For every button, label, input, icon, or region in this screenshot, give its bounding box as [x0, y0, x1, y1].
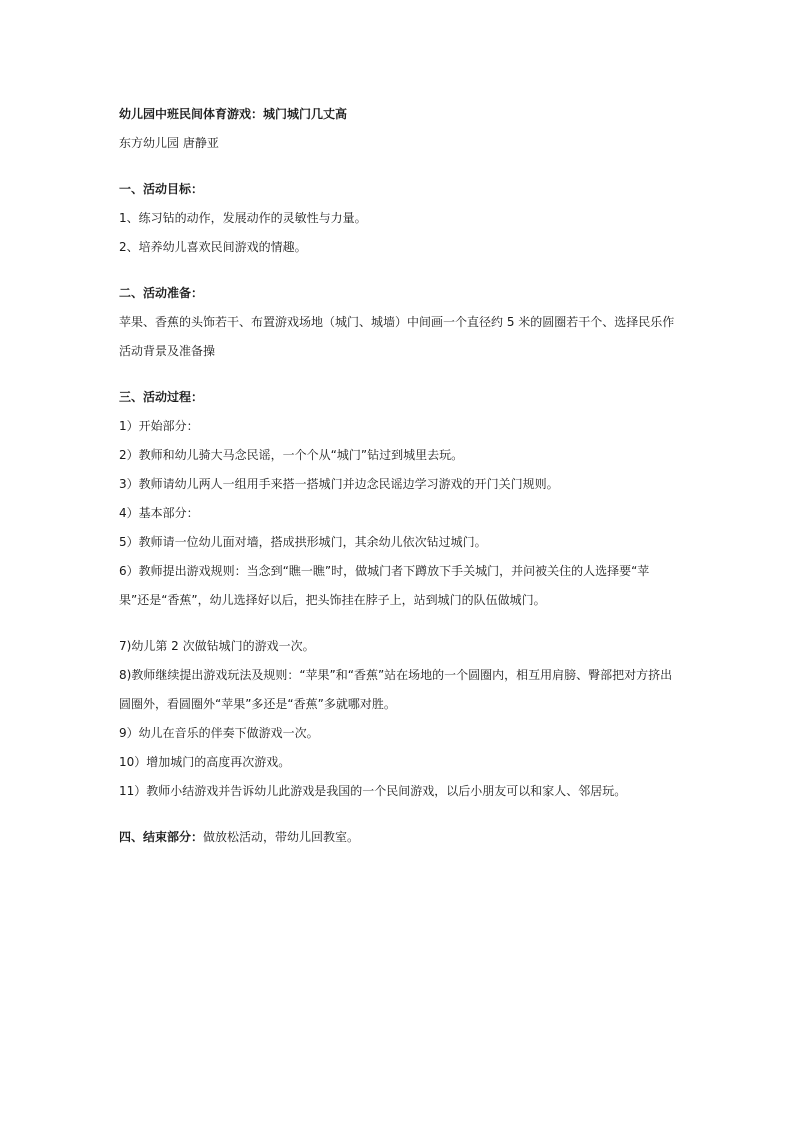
process-item-3: 3）教师请幼儿两人一组用手来搭一搭城门并边念民谣边学习游戏的开门关门规则。: [119, 477, 559, 491]
section-preparation-heading: 二、活动准备：: [119, 286, 204, 300]
section-ending-text: 做放松活动，带幼儿回教室。: [203, 830, 360, 844]
document-title: 幼儿园中班民间体育游戏：城门城门几丈高: [119, 107, 348, 121]
process-item-9: 9）幼儿在音乐的伴奏下做游戏一次。: [119, 726, 319, 740]
process-item-7: 7)幼儿第 2 次做钻城门的游戏一次。: [119, 639, 315, 653]
process-item-6: 6）教师提出游戏规则：当念到“瞧一瞧”时，做城门者下蹲放下手关城门，并问被关住的人选择要“苹果”还是“香蕉”，幼儿选择好以后，把头饰挂在脖子上，站到城门的队伍做城门。: [119, 564, 650, 607]
section-ending: [119, 823, 679, 852]
process-item-11: 11）教师小结游戏并告诉幼儿此游戏是我国的一个民间游戏，以后小朋友可以和家人、邻居玩。: [119, 784, 627, 798]
process-item-10: 10）增加城门的高度再次游戏。: [119, 755, 291, 769]
section-ending-heading: 四、结束部分：: [119, 830, 204, 844]
process-item-5: 5）教师请一位幼儿面对墙，搭成拱形城门，其余幼儿依次钻过城门。: [119, 535, 487, 549]
section-process-heading: 三、活动过程：: [119, 390, 204, 404]
goal-item-2: 2、培养幼儿喜欢民间游戏的情趣。: [119, 240, 307, 254]
process-item-1: 1）开始部分：: [119, 419, 199, 433]
preparation-paragraph: 苹果、香蕉的头饰若干、布置游戏场地（城门、城墙）中间画一个直径约 5 米的圆圈若干个、选择民乐作活动背景及准备操: [119, 315, 675, 358]
process-item-4: 4）基本部分：: [119, 506, 199, 520]
process-item-8: 8)教师继续提出游戏玩法及规则：“苹果”和“香蕉”站在场地的一个圆圈内，相互用肩膀、臀部把对方挤出圆圈外，看圆圈外“苹果”多还是“香蕉”多就哪对胜。: [119, 668, 673, 711]
document-body: [119, 100, 679, 852]
section-goals-heading: 一、活动目标：: [119, 182, 204, 196]
process-item-2: 2）教师和幼儿骑大马念民谣，一个个从“城门”钻过到城里去玩。: [119, 448, 464, 462]
document-author: 东方幼儿园 唐静亚: [119, 136, 219, 150]
goal-item-1: 1、练习钻的动作，发展动作的灵敏性与力量。: [119, 211, 367, 225]
